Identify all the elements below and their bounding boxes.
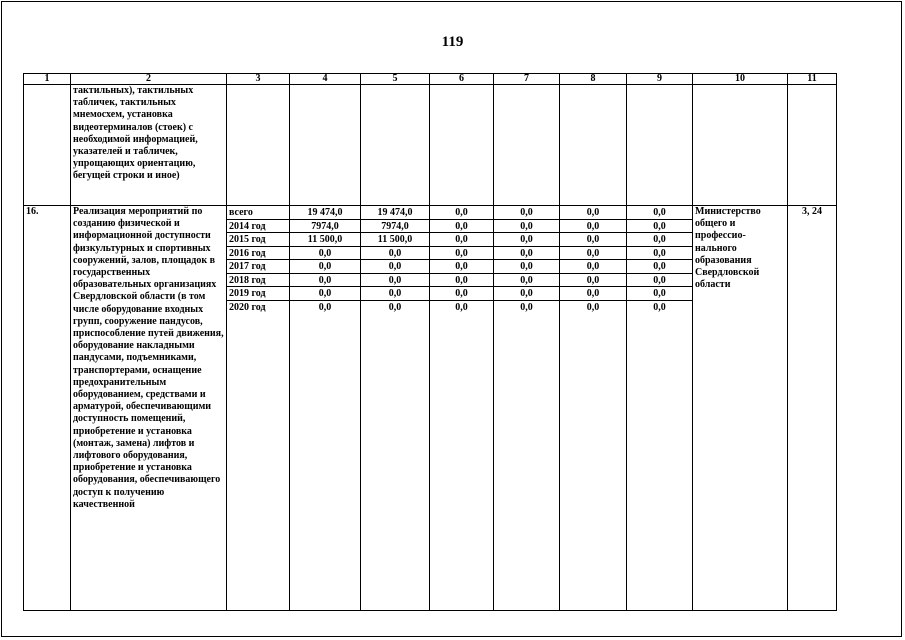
list-entry: 0,0 <box>627 220 692 234</box>
list-entry: 0,0 <box>494 206 559 220</box>
value-list <box>627 206 692 314</box>
list-entry: 0,0 <box>560 287 626 301</box>
value-list <box>430 206 493 314</box>
col-header: 1 <box>24 74 71 85</box>
value-list <box>361 206 429 314</box>
empty-cell <box>227 85 290 206</box>
list-entry: 0,0 <box>494 260 559 274</box>
col-header: 8 <box>560 74 627 85</box>
list-entry: 11 500,0 <box>361 233 429 247</box>
list-entry: 0,0 <box>494 274 559 288</box>
list-entry: 0,0 <box>430 247 493 261</box>
list-entry: 0,0 <box>627 287 692 301</box>
value-cell <box>494 206 560 611</box>
col-header: 4 <box>290 74 361 85</box>
value-cell <box>361 206 430 611</box>
description-cell: Реализация мероприятий по созданию физической и информационной доступности физкультурных и спортивных сооружений, залов, площадок в государственных образовательных организациях Свердловской области (в том числе оборудование входных групп, сооружение пандусов, приспособление путей движения, оборудование накладными пандусами, подъемниками, транспортерами, оснащение предохранительным оборудованием, средствами и арматурой, обеспечивающими доступность помещений, приобретение и установка (монтаж, замена) лифтов и лифтового оборудования, приобретение и установка оборудования, обеспечивающего доступ к получению качественной <box>71 206 227 611</box>
col-header: 6 <box>430 74 494 85</box>
value-cell <box>290 206 361 611</box>
list-entry: 0,0 <box>388 301 402 313</box>
value-cell <box>430 206 494 611</box>
col-header: 11 <box>788 74 837 85</box>
col-header: 7 <box>494 74 560 85</box>
list-entry: 0,0 <box>627 206 692 220</box>
list-entry: 0,0 <box>318 301 332 313</box>
list-entry: 2016 год <box>227 247 289 261</box>
empty-cell <box>430 85 494 206</box>
list-entry: 0,0 <box>430 206 493 220</box>
col-header: 5 <box>361 74 430 85</box>
table-row <box>24 85 837 206</box>
list-entry: 0,0 <box>627 247 692 261</box>
list-entry: 0,0 <box>430 260 493 274</box>
list-entry: 0,0 <box>290 274 360 288</box>
list-entry: 2015 год <box>227 233 289 247</box>
year-list <box>227 206 289 314</box>
column-number-row <box>24 74 837 85</box>
list-entry: 0,0 <box>653 301 666 313</box>
list-entry: 0,0 <box>290 247 360 261</box>
list-entry: 0,0 <box>430 220 493 234</box>
value-cell <box>560 206 627 611</box>
program-table <box>23 73 837 611</box>
list-entry: 0,0 <box>455 301 468 313</box>
list-entry: 2019 год <box>227 287 289 301</box>
row-number-cell: 16. <box>24 206 71 611</box>
years-cell <box>227 206 290 611</box>
list-entry: 0,0 <box>361 287 429 301</box>
empty-cell <box>693 85 788 206</box>
list-entry: 0,0 <box>361 247 429 261</box>
references-cell: 3, 24 <box>788 206 837 611</box>
list-entry: 0,0 <box>627 274 692 288</box>
list-entry: 2017 год <box>227 260 289 274</box>
col-header: 3 <box>227 74 290 85</box>
empty-cell <box>494 85 560 206</box>
list-entry: 7974,0 <box>361 220 429 234</box>
list-entry: 0,0 <box>290 260 360 274</box>
table-row <box>24 206 837 611</box>
empty-cell <box>788 85 837 206</box>
value-list <box>290 206 360 314</box>
value-list <box>560 206 626 314</box>
list-entry: 11 500,0 <box>290 233 360 247</box>
empty-cell <box>560 85 627 206</box>
list-entry: 7974,0 <box>290 220 360 234</box>
col-header: 9 <box>627 74 693 85</box>
list-entry: 0,0 <box>494 233 559 247</box>
list-entry: 0,0 <box>560 220 626 234</box>
list-entry: 0,0 <box>430 274 493 288</box>
empty-cell <box>627 85 693 206</box>
description-cell: тактильных), тактильных табличек, тактильных мнемосхем, установка видеотерминалов (стоек) с необходимой информацией, указателей и табличек, упрощающих ориентацию, бегущей строки и иное) <box>71 85 227 206</box>
list-entry: 0,0 <box>560 247 626 261</box>
list-entry: 0,0 <box>361 260 429 274</box>
list-entry: 0,0 <box>586 301 600 313</box>
list-entry: 0,0 <box>560 274 626 288</box>
list-entry: 19 474,0 <box>361 206 429 220</box>
list-entry: 0,0 <box>494 287 559 301</box>
list-entry: 0,0 <box>361 274 429 288</box>
list-entry: 2020 год <box>229 301 266 313</box>
value-list <box>494 206 559 314</box>
list-entry: 0,0 <box>560 233 626 247</box>
col-header: 10 <box>693 74 788 85</box>
row-number-cell <box>24 85 71 206</box>
list-entry: 0,0 <box>520 301 533 313</box>
value-cell <box>627 206 693 611</box>
list-entry: 2018 год <box>227 274 289 288</box>
list-entry: 0,0 <box>627 260 692 274</box>
list-entry: 0,0 <box>290 287 360 301</box>
list-entry: 0,0 <box>627 233 692 247</box>
col-header: 2 <box>71 74 227 85</box>
list-entry: 0,0 <box>494 247 559 261</box>
empty-cell <box>290 85 361 206</box>
list-entry: всего <box>227 206 289 220</box>
list-entry: 0,0 <box>430 233 493 247</box>
page-number: 119 <box>441 34 464 50</box>
empty-cell <box>361 85 430 206</box>
list-entry: 0,0 <box>494 220 559 234</box>
department-cell: Министерство общего и профессио- нального образования Свердловской области <box>693 206 788 611</box>
list-entry: 0,0 <box>430 287 493 301</box>
list-entry: 0,0 <box>560 260 626 274</box>
list-entry: 2014 год <box>227 220 289 234</box>
list-entry: 19 474,0 <box>290 206 360 220</box>
list-entry: 0,0 <box>560 206 626 220</box>
